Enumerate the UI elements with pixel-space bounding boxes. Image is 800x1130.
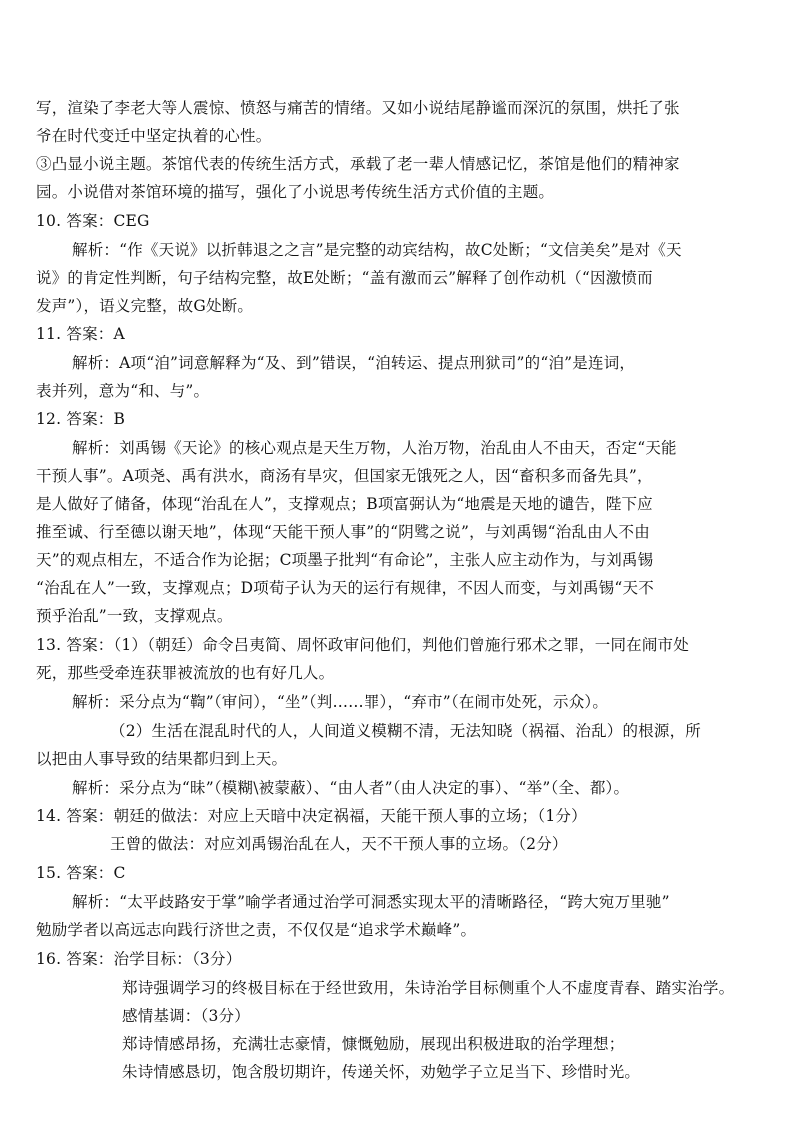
answer-12: 12. 答案：B [36,410,126,428]
text-line: 预乎治乱”一致，支撑观点。 [36,607,233,625]
text-line: 朱诗情感恳切，饱含殷切期许，传递关怀，劝勉学子立足当下、珍惜时光。 [122,1063,641,1081]
text-line: 郑诗情感昂扬，充满壮志豪情，慷慨勉励，展现出积极进取的治学理想； [122,1035,625,1053]
analysis-11: 解析：A项“洎”词意解释为“及、到”错误，“洎转运、提点刑狱司”的“洎”是连词， [72,354,636,372]
analysis-15: 解析：“太平歧路安于掌”喻学者通过治学可洞悉实现太平的清晰路径，“跨大宛万里驰” [72,893,670,911]
analysis-10: 解析：“作《天说》以折韩退之之言”是完整的动宾结构，故C处断；“文信美矣”是对《天 [72,241,682,259]
text-line: 发声”），语义完整，故G处断。 [36,297,254,315]
analysis-13-2: 解析：采分点为“昧”（模糊\被蒙蔽）、“由人者”（由人决定的事）、“举”（全、都）。 [72,779,630,797]
text-line: 写，渲染了李老大等人震惊、愤怒与痛苦的情绪。又如小说结尾静谧而深沉的氛围，烘托了张 [36,99,680,117]
text-line: 郑诗强调学习的终极目标在于经世致用，朱诗治学目标侧重个人不虚度青春、踏实治学。 [122,979,735,997]
text-line: 以把由人事导致的结果都归到上天。 [36,750,288,768]
text-line: 感情基调：（3分） [122,1007,250,1025]
text-line: 说》的肯定性判断，句子结构完整，故E处断；“盖有激而云”解释了创作动机（“因激愤而 [36,269,653,287]
text-line: 死，那些受牵连获罪被流放的也有好几人。 [36,664,335,682]
text-line: 勉励学者以高远志向践行济世之责，不仅仅是“追求学术巅峰”。 [36,921,477,939]
text-line: 表并列，意为“和、与”。 [36,382,210,400]
answer-16: 16. 答案：治学目标：（3分） [36,950,242,968]
answer-15: 15. 答案：C [36,864,126,882]
answer-10: 10. 答案：CEG [36,212,150,230]
answer-13: 13. 答案：（1）（朝廷）命令吕夷简、周怀政审问他们，判他们曾施行邪术之罪，一同在闹市处 [36,636,689,654]
text-line: 天”的观点相左，不适合作为论据；C项墨子批判“有命论”，主张人应主动作为，与刘禹锡 [36,551,654,569]
answer-14-wang: 王曾的做法：对应刘禹锡治乱在人，天不干预人事的立场。（2分） [110,835,568,853]
text-line: 爷在时代变迁中坚定执着的心性。 [36,127,272,145]
text-line: 干预人事”。A项尧、禹有洪水，商汤有旱灾，但国家无饿死之人，因“畜积多而备先具”， [36,467,653,485]
text-line: 是人做好了储备，体现“治乱在人”，支撑观点；B项富弼认为“地震是天地的谴告，陛下应 [36,495,653,513]
answer-11: 11. 答案：A [36,325,125,343]
analysis-13-1: 解析：采分点为“鞫”（审问），“坐”（判……罪），“弃市”（在闹市处死，示众）。 [72,693,609,711]
text-line: 园。小说借对茶馆环境的描写，强化了小说思考传统生活方式价值的主题。 [36,183,555,201]
answer-13-2: （2）生活在混乱时代的人，人间道义模糊不清，无法知晓（祸福、治乱）的根源，所 [110,722,701,740]
answer-14: 14. 答案：朝廷的做法：对应上天暗中决定祸福，天能干预人事的立场；（1分） [36,807,587,825]
text-line: ③凸显小说主题。茶馆代表的传统生活方式，承载了老一辈人情感记忆，茶馆是他们的精神家 [36,155,680,173]
text-line: “治乱在人”一致，支撑观点；D项荀子认为天的运行有规律，不因人而变，与刘禹锡“天不 [36,579,654,597]
analysis-12: 解析：刘禹锡《天论》的核心观点是天生万物，人治万物，治乱由人不由天，否定“天能 [72,439,677,457]
text-line: 推至诚、行至德以谢天地”，体现“天能干预人事”的“阴骘之说”，与刘禹锡“治乱由人不由 [36,523,650,541]
